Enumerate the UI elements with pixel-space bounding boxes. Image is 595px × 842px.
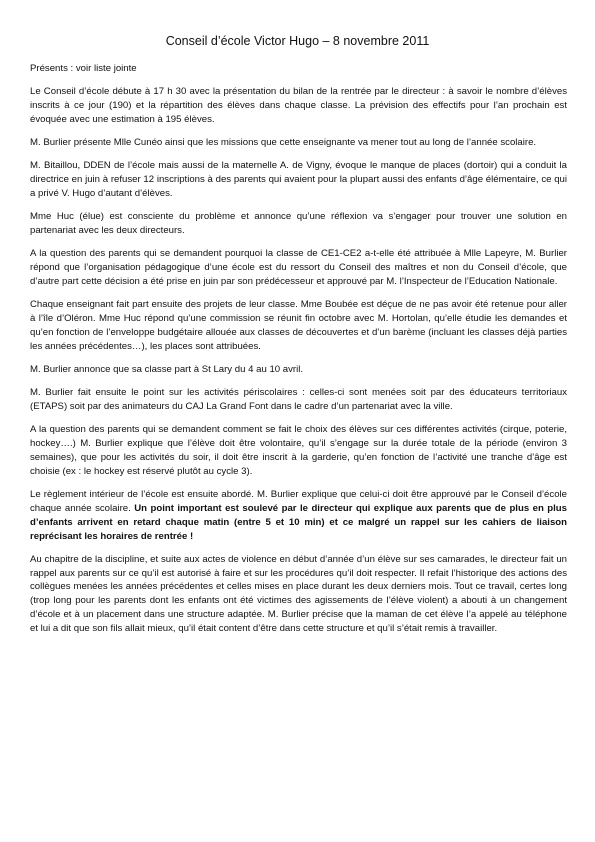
document-body xyxy=(30,62,567,645)
paragraph-class-projects: Chaque enseignant fait part ensuite des projets de leur classe. Mme Boubée est déçue de ne pas avoir été retenue pour aller à l’île d’Oléron. Mme Huc répond qu’une commission se réunit fin octobre avec M. Hortolan, qu’elle étudie les demandes et qu’en fonction de l’enveloppe budgétaire allouée aux classes de découvertes et d’un barème (incluant les classes déjà parties les années précédentes…), les places sont attribuées. xyxy=(30,299,567,352)
paragraph-attendees: Présents : voir liste jointe xyxy=(30,63,137,74)
paragraph-st-lary: M. Burlier annonce que sa classe part à St Lary du 4 au 10 avril. xyxy=(30,364,304,376)
paragraph-rules xyxy=(30,488,567,543)
paragraph-periscolaire: M. Burlier fait ensuite le point sur les activités périscolaires : celles-ci sont menées soit par des éducateurs territoriaux (ETAPS) soit par des animateurs du CAJ La Grand Font dans le cadre d’un partenariat avec la ville. xyxy=(30,387,567,413)
paragraph-class-attribution: A la question des parents qui se demandent pourquoi la classe de CE1-CE2 a-t-elle été attribuée à Mlle Lapeyre, M. Burlier répond que l’organisation pédagogique d’une école est du ressort du Conseil des maîtres et non du Conseil d’école, que d’autre part cette décision a été prise en juin par son prédécesseur et approuvé par M. l’Inspecteur de l’Education Nationale. xyxy=(30,248,567,288)
paragraph-new-teacher: M. Burlier présente Mlle Cunéo ainsi que les missions que cette enseignante va mener tout au long de l’année scolaire. xyxy=(30,137,537,149)
paragraph-mme-huc: Mme Huc (élue) est consciente du problème et annonce qu’une réflexion va s’engager pour trouver une solution en partenariat avec les deux directeurs. xyxy=(30,211,567,237)
paragraph-dden: M. Bitaillou, DDEN de l’école mais aussi de la maternelle A. de Vigny, évoque le manque de places (dortoir) qui a conduit la directrice en juin à refuser 12 inscriptions à des parents qui avaient pour la plupart aussi des enfants d’âge élémentaire, ce qui a privé V. Hugo d’autant d’élèves. xyxy=(30,160,567,200)
rules-text: Le règlement intérieur de l’école est ensuite abordé. M. Burlier explique que celui-ci doit être approuvé par le Conseil d’école chaque année scolaire. xyxy=(30,489,567,514)
paragraph-activity-choice: A la question des parents qui se demandent comment se fait le choix des élèves sur ces différentes activités (cirque, poterie, hockey….) M. Burlier explique que l’élève doit être volontaire, qu’il s’engage sur la durée totale de la période (environ 3 semaines), que pour les activités du soir, il doit être inscrit à la garderie, qu’en fonction de l’activité une tranche d’âge est choisie (ex : le hockey est réservé plutôt au cycle 3). xyxy=(30,424,567,477)
rules-bold-text: Un point important est soulevé par le directeur qui explique aux parents que de plus en plus d’enfants arrivent en retard chaque matin (entre 5 et 10 min) et ce malgré un rappel sur les cahiers de liaison reprécisant les horaires de rentrée ! xyxy=(30,502,567,542)
paragraph-discipline: Au chapitre de la discipline, et suite aux actes de violence en début d’année d’un élève sur ses camarades, le directeur fait un rappel aux parents sur ce qu’il est autorisé à faire et sur les procédures qu’il doit respecter. Il refait l’historique des actions des collègues menées les années précédentes et celles mises en place durant les deux derniers mois. Tout ce travail, certes long (trop long pour les parents dont les enfants ont été victimes des agissements de l’élève violent) a abouti à un changement d’école et à un placement dans une structure adaptée. M. Burlier précise que la maman de cet élève l’a appelé au téléphone et lui a dit que son fils allait mieux, qu’il était content d’être dans cette structure et qu’il s’était remis à travailler. xyxy=(30,553,567,634)
document-title: Conseil d’école Victor Hugo – 8 novembre 2011 xyxy=(165,34,430,48)
paragraph-opening: Le Conseil d’école débute à 17 h 30 avec la présentation du bilan de la rentrée par le directeur : à savoir le nombre d’élèves inscrits à ce jour (190) et la répartition des élèves dans chaque classe. La prévision des effectifs pour l’an prochain est évoquée avec une estimation à 195 élèves. xyxy=(30,86,567,125)
